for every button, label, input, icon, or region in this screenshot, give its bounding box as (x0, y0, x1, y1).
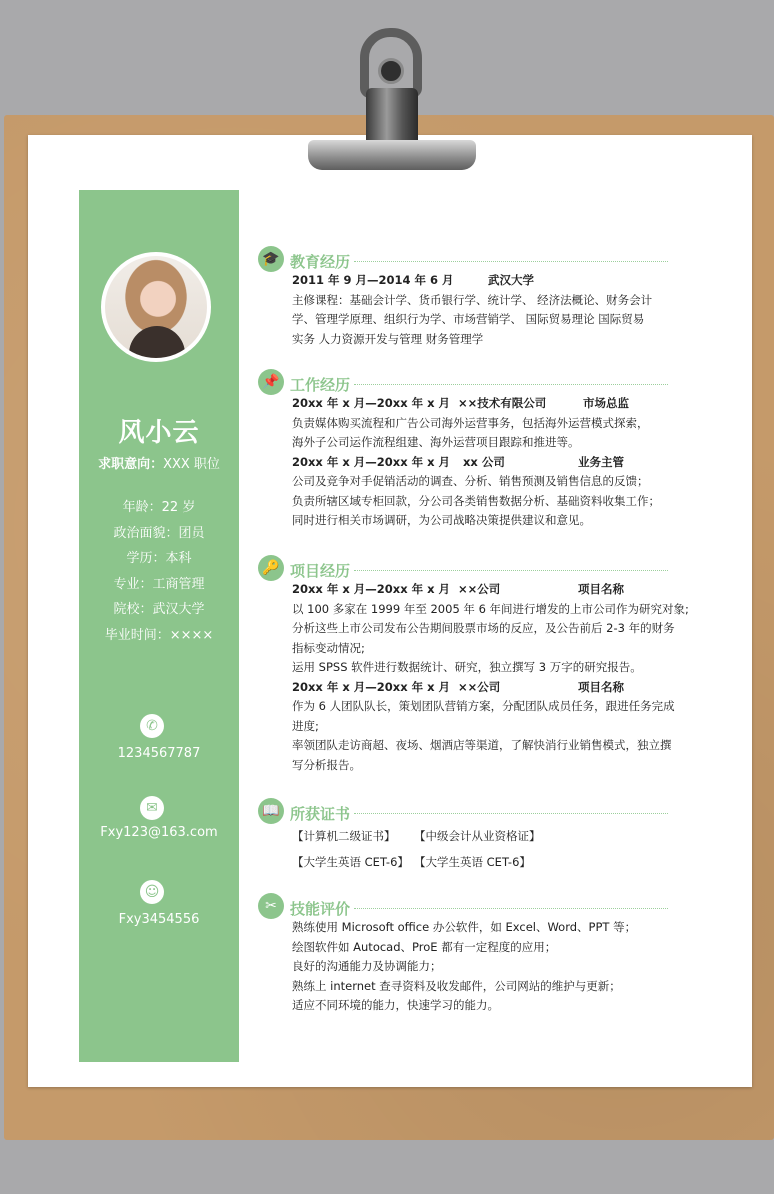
skill-line: 绘图软件如 Autocad、ProE 都有一定程度的应用； (292, 939, 557, 954)
divider (354, 908, 668, 909)
section-title: 教育经历 (290, 253, 351, 271)
job-header (258, 453, 668, 473)
book-icon: 📖 (258, 798, 284, 824)
phone-icon: ✆ (140, 714, 164, 738)
project-period: 20xx 年 x 月—20xx 年 x 月 (292, 582, 451, 596)
job-line: 同时进行相关市场调研，为公司战略决策提供建议和意见。 (292, 513, 591, 527)
section-title: 项目经历 (290, 562, 351, 580)
job-role: 市场总监 (583, 396, 629, 410)
education-period: 2011 年 9 月—2014 年 6 月 (292, 273, 454, 287)
job-line: 负责所辖区域专柜回款，分公司各类销售数据分析、基础资料收集工作； (292, 493, 660, 508)
section-title: 技能评价 (290, 900, 351, 918)
wechat-id: Fxy3454556 (118, 912, 200, 927)
binder-clip (300, 28, 480, 178)
section-certificates (258, 795, 668, 875)
section-projects (258, 552, 689, 775)
project-company: ××公司 (458, 679, 501, 694)
candidate-name: 风小云 (118, 418, 200, 448)
divider (354, 813, 668, 814)
certificate-item: 【大学生英语 CET-6】 (414, 855, 531, 869)
certificate-row (258, 849, 668, 875)
job-company: xx 公司 (463, 454, 505, 469)
education-line: 实务 人力资源开发与管理 财务管理学 (292, 331, 484, 346)
project-name: 项目名称 (578, 679, 624, 694)
project-line: 运用 SPSS 软件进行数据统计、研究，独立撰写 3 万字的研究报告。 (292, 660, 642, 674)
info-education: 学历：本科 (126, 551, 192, 566)
profile-sidebar (79, 190, 239, 1062)
project-line: 率领团队走访商超、夜场、烟酒店等渠道，了解快消行业销售模式，独立撰 (292, 738, 672, 752)
project-line: 写分析报告。 (292, 757, 361, 772)
clip-base (308, 140, 476, 170)
project-line: 分析这些上市公司发布公告期间股票市场的反应，及公告前后 2-3 年的财务 (292, 621, 675, 635)
job-period: 20xx 年 x 月—20xx 年 x 月 (292, 396, 451, 410)
divider (354, 261, 668, 262)
tools-icon: ✂ (258, 893, 284, 919)
skill-line: 适应不同环境的能力，快速学习的能力。 (292, 998, 499, 1012)
job-line: 公司及竞争对手促销活动的调查、分析、销售预测及销售信息的反馈； (292, 474, 649, 488)
project-period: 20xx 年 x 月—20xx 年 x 月 (292, 679, 451, 694)
skill-line: 熟练使用 Microsoft office 办公软件，如 Excel、Word、PPT 等； (292, 920, 637, 934)
clip-hole (378, 58, 404, 84)
project-header (258, 580, 668, 600)
info-major: 专业：工商管理 (113, 577, 205, 592)
education-line: 主修课程：基础会计学、货币银行学、统计学、 经济法概论、财务会计 (292, 292, 653, 307)
info-age: 年龄：22 岁 (122, 500, 196, 515)
phone-number: 1234567787 (117, 746, 201, 761)
project-line: 以 100 多家在 1999 年至 2005 年 6 年间进行增发的上市公司作为研究对象; (292, 601, 689, 616)
certificate-item: 【中级会计从业资格证】 (414, 829, 541, 843)
education-header (258, 271, 668, 291)
project-company: ××公司 (458, 582, 501, 596)
avatar-photo (105, 256, 207, 358)
section-title: 工作经历 (290, 376, 351, 394)
certificate-item: 【计算机二级证书】 (292, 829, 396, 843)
project-line: 指标变动情况; (292, 640, 365, 655)
graduation-cap-icon: 🎓 (258, 246, 284, 272)
job-intent (79, 453, 239, 472)
project-name: 项目名称 (578, 582, 624, 596)
section-education (258, 243, 668, 349)
section-work (258, 366, 668, 531)
certificate-item: 【大学生英语 CET-6】 (292, 855, 409, 869)
pin-icon: 📌 (258, 369, 284, 395)
skill-line: 熟练上 internet 查寻资料及收发邮件，公司网站的维护与更新； (292, 978, 621, 993)
email-address: Fxy123@163.com (100, 825, 218, 840)
section-title: 所获证书 (290, 805, 351, 823)
info-school: 院校：武汉大学 (113, 602, 205, 617)
job-header (258, 394, 668, 414)
project-line: 进度; (292, 718, 319, 733)
job-line: 海外子公司运作流程组建、海外运营项目跟踪和推进等。 (292, 435, 580, 449)
education-school: 武汉大学 (488, 273, 534, 287)
section-skills (258, 890, 668, 1016)
info-political: 政治面貌：团员 (113, 526, 205, 541)
divider (354, 384, 668, 385)
skill-line: 良好的沟通能力及协调能力； (292, 959, 442, 973)
education-line: 学、管理学原理、组织行为学、市场营销学、 国际贸易理论 国际贸易 (292, 312, 645, 326)
divider (354, 570, 668, 571)
job-company: ××技术有限公司 (458, 396, 547, 410)
job-intent-label: 求职意向： (98, 457, 164, 472)
info-graduation: 毕业时间：×××× (104, 628, 214, 643)
avatar (101, 252, 211, 362)
job-period: 20xx 年 x 月—20xx 年 x 月 (292, 454, 451, 469)
certificate-row (258, 823, 668, 849)
project-header (258, 678, 668, 698)
job-line: 负责媒体购买流程和广告公司海外运营事务，包括海外运营模式探索， (292, 415, 649, 430)
key-icon: 🔑 (258, 555, 284, 581)
mail-icon: ✉ (140, 796, 164, 820)
wechat-icon: ☺ (140, 880, 164, 904)
project-line: 作为 6 人团队队长，策划团队营销方案，分配团队成员任务，跟进任务完成 (292, 699, 675, 713)
job-role: 业务主管 (578, 454, 624, 469)
job-intent-value: XXX 职位 (163, 457, 220, 472)
